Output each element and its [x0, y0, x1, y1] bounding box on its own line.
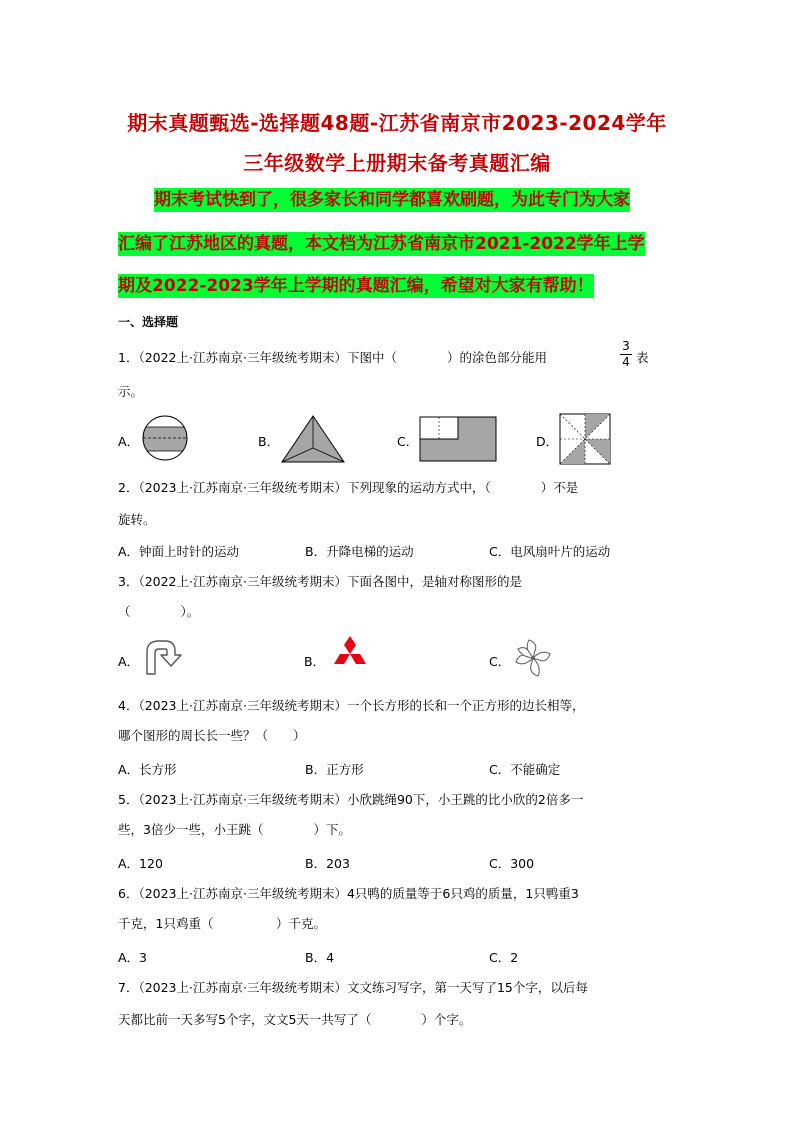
question-6-line-2: 千克，1只鸡重（ ）千克。: [118, 916, 326, 931]
intro-line-2: 汇编了江苏地区的真题，本文档为江苏省南京市2021-2022学年上学: [118, 234, 645, 254]
fraction-numerator: 3: [622, 339, 630, 353]
question-5-line-1: 5．（2023上·江苏南京·三年级统考期末）小欣跳绳90下，小王跳的比小欣的2倍多一: [118, 792, 584, 807]
square-pinwheel-figure: [559, 413, 611, 465]
question-5-option-c[interactable]: C．300: [489, 856, 535, 871]
intro-line-3: 期及2022-2023学年上学期的真题汇编，希望对大家有帮助！: [118, 276, 594, 296]
question-6-option-c[interactable]: C．2: [489, 950, 519, 965]
fraction-denominator: 4: [622, 355, 630, 369]
question-4-option-a[interactable]: A．长方形: [118, 762, 177, 777]
question-6-line-1: 6．（2023上·江苏南京·三年级统考期末）4只鸭的质量等于6只鸡的质量，1只鸭重3: [118, 886, 579, 901]
question-3-line-2: （ ）。: [118, 604, 200, 619]
circle-shaded-figure: [141, 414, 189, 462]
fraction-three-quarters: [620, 340, 632, 369]
question-1-line-1-tail: 表: [636, 350, 649, 365]
question-5-option-a[interactable]: A．120: [118, 856, 163, 871]
question-6-option-b[interactable]: B．4: [305, 950, 335, 965]
question-3-option-c[interactable]: C．: [489, 654, 511, 669]
question-5-option-b[interactable]: B．203: [305, 856, 350, 871]
question-1-line-1: 1．（2022上·江苏南京·三年级统考期末）下图中（ ）的涂色部分能用: [118, 350, 547, 365]
mitsubishi-logo-icon: [331, 635, 369, 675]
section-title: 一、选择题: [118, 315, 179, 329]
intro-line-1: 期末考试快到了，很多家长和同学都喜欢刷题，为此专门为大家: [154, 190, 630, 210]
question-2-line-2: 旋转。: [118, 512, 156, 527]
question-3-option-a[interactable]: A．: [118, 654, 140, 669]
question-1-option-d[interactable]: D．: [536, 434, 559, 449]
question-2-option-b[interactable]: B．升降电梯的运动: [305, 544, 414, 559]
question-5-line-2: 些，3倍少一些，小王跳（ ）下。: [118, 822, 351, 837]
question-3-line-1: 3．（2022上·江苏南京·三年级统考期末）下面各图中，是轴对称图形的是: [118, 574, 522, 589]
bauhinia-flower-icon: [512, 637, 554, 679]
rectangle-shaded-figure: [419, 416, 497, 462]
question-4-line-2: 哪个图形的周长长一些？（ ）: [118, 728, 306, 743]
question-7-line-1: 7．（2023上·江苏南京·三年级统考期末）文文练习写字，第一天写了15个字，以后每: [118, 980, 588, 995]
question-1-option-a[interactable]: A．: [118, 434, 140, 449]
title-line-1: 期末真题甄选-选择题48题-江苏省南京市2023-2024学年: [127, 111, 667, 135]
question-4-option-b[interactable]: B．正方形: [305, 762, 364, 777]
question-4-line-1: 4．（2023上·江苏南京·三年级统考期末）一个长方形的长和一个正方形的边长相等，: [118, 698, 585, 713]
question-7-line-2: 天都比前一天多写5个字，文文5天一共写了（ ）个字。: [118, 1012, 472, 1027]
question-3-option-b[interactable]: B．: [304, 654, 326, 669]
question-1-line-2: 示。: [118, 384, 144, 399]
question-2-option-a[interactable]: A．钟面上时针的运动: [118, 544, 240, 559]
question-2-option-c[interactable]: C．电风扇叶片的运动: [489, 544, 611, 559]
question-6-option-a[interactable]: A．3: [118, 950, 148, 965]
title-line-2: 三年级数学上册期末备考真题汇编: [243, 151, 551, 175]
question-1-option-b[interactable]: B．: [258, 434, 280, 449]
triangle-shaded-figure: [280, 414, 346, 464]
question-4-option-c[interactable]: C．不能确定: [489, 762, 561, 777]
question-2-line-1: 2．（2023上·江苏南京·三年级统考期末）下列现象的运动方式中，（ ）不是: [118, 480, 579, 495]
question-1-option-c[interactable]: C．: [397, 434, 419, 449]
u-turn-arrow-icon: [143, 638, 185, 676]
